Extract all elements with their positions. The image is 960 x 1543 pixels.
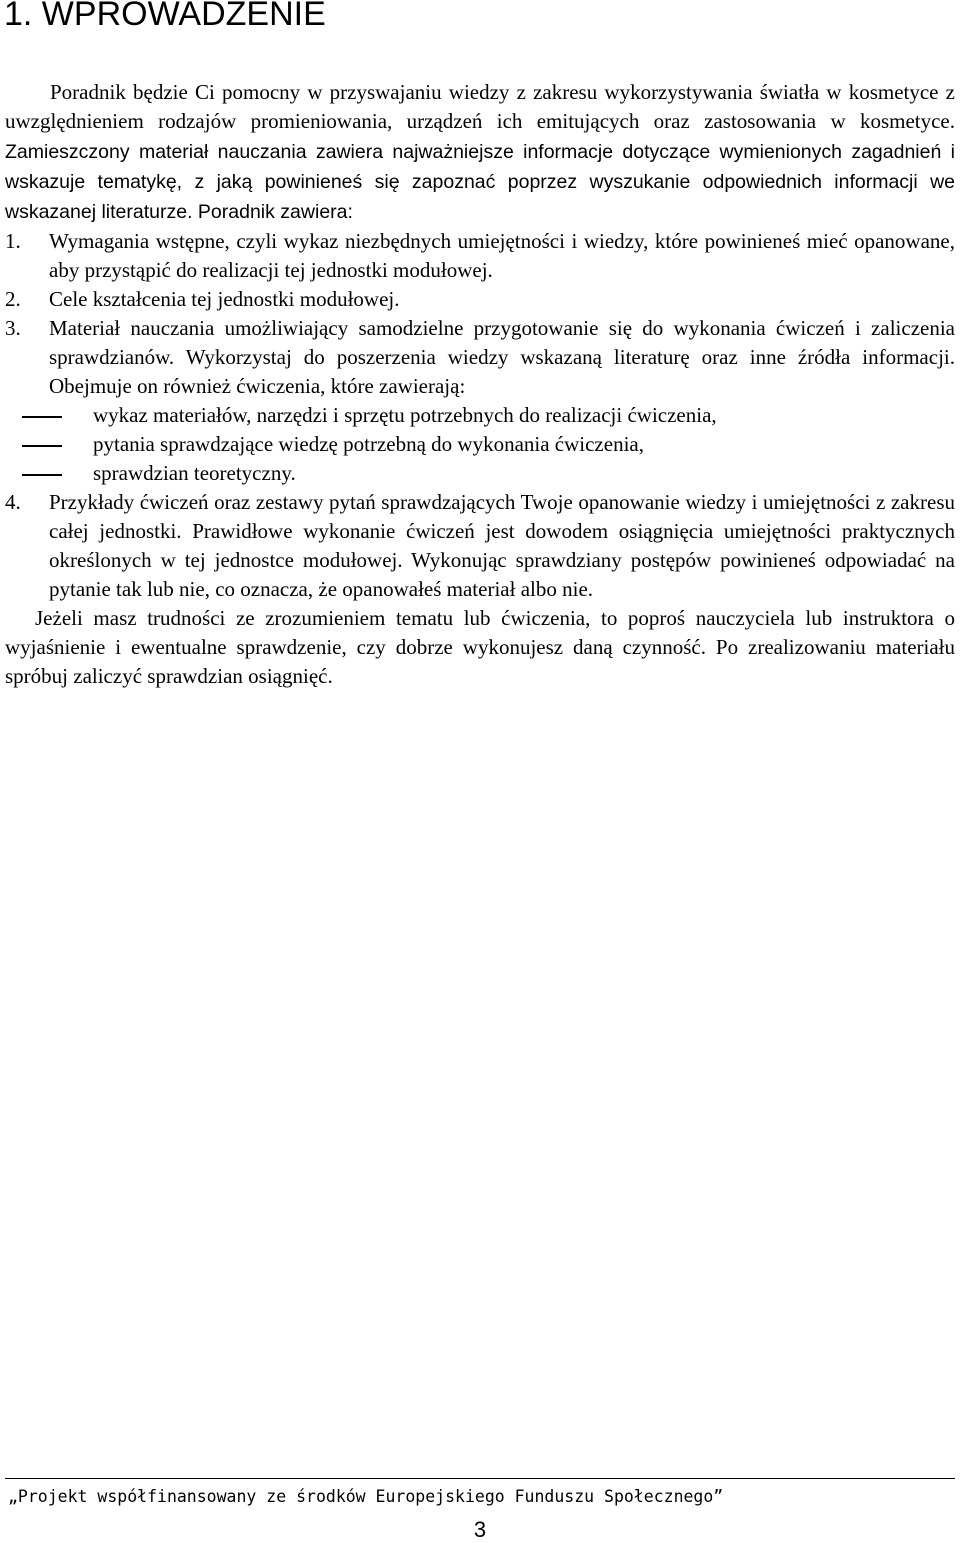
list-item [5, 285, 955, 314]
page-number: 3 [473, 1517, 487, 1542]
list-item-number: 1. [5, 229, 21, 253]
list-item-text: Wymagania wstępne, czyli wykaz niezbędnych umiejętności i wiedzy, które powinieneś mieć opanowane, aby przystąpić do realizacji tej jednostki modułowej. [49, 229, 955, 282]
list-item-text: Cele kształcenia tej jednostki modułowej. [49, 287, 400, 311]
intro-paragraph [5, 78, 955, 227]
footer-divider [5, 1478, 955, 1479]
list-item-number: 2. [5, 287, 21, 311]
exercise-contents-sublist [49, 401, 955, 488]
sublist-item: sprawdzian teoretyczny. [49, 459, 955, 488]
list-item-text: Materiał nauczania umożliwiający samodzielne przygotowanie się do wykonania ćwiczeń i zaliczenia sprawdzianów. Wykorzystaj do poszerzenia wiedzy wskazaną literaturę oraz inne źródła informacji. Obejmuje on również ćwiczenia, które zawierają: [49, 316, 955, 398]
list-item-text: Przykłady ćwiczeń oraz zestawy pytań sprawdzających Twoje opanowanie wiedzy i umiejętności z zakresu całej jednostki. Prawidłowe wykonanie ćwiczeń jest dowodem osiągnięcia umiejętności praktycznych określonych w tej jednostce modułowej. Wykonując sprawdziany postępów powinieneś odpowiadać na pytanie tak lub nie, co oznacza, że opanowałeś materiał albo nie. [49, 490, 955, 601]
sublist-item: wykaz materiałów, narzędzi i sprzętu potrzebnych do realizacji ćwiczenia, [49, 401, 955, 430]
closing-paragraph: Jeżeli masz trudności ze zrozumieniem tematu lub ćwiczenia, to poproś nauczyciela lub instruktora o wyjaśnienie i ewentualne sprawdzenie, czy dobrze wykonujesz daną czynność. Po zrealizowaniu materiału spróbuj zaliczyć sprawdzian osiągnięć. [5, 606, 955, 688]
contents-list [5, 227, 955, 604]
list-item [5, 314, 955, 488]
list-item-number: 3. [5, 316, 21, 340]
list-item [5, 488, 955, 604]
sublist-item: pytania sprawdzające wiedzę potrzebną do wykonania ćwiczenia, [49, 430, 955, 459]
document-body [5, 78, 955, 691]
intro-text-part2: Zamieszczony materiał nauczania zawiera najważniejsze informacje dotyczące wymienionych zagadnień i wskazuje tematykę, z jaką powinieneś się zapoznać poprzez wyszukanie odpowiednich informacji we wskazanej literaturze [5, 141, 955, 223]
funding-note: „Projekt współfinansowany ze środków Europejskiego Funduszu Społecznego” [8, 1487, 724, 1506]
list-item-number: 4. [5, 490, 21, 514]
intro-text-part1: Poradnik będzie Ci pomocny w przyswajaniu wiedzy z zakresu wykorzystywania światła w kosmetyce z uwzględnieniem rodzajów promieniowania, urządzeń ich emitujących oraz zastosowania w kosmetyce. [5, 80, 955, 133]
section-heading: 1. WPROWADZENIE [4, 0, 326, 33]
intro-text-part3: . Poradnik zawiera: [187, 201, 353, 223]
list-item [5, 227, 955, 285]
